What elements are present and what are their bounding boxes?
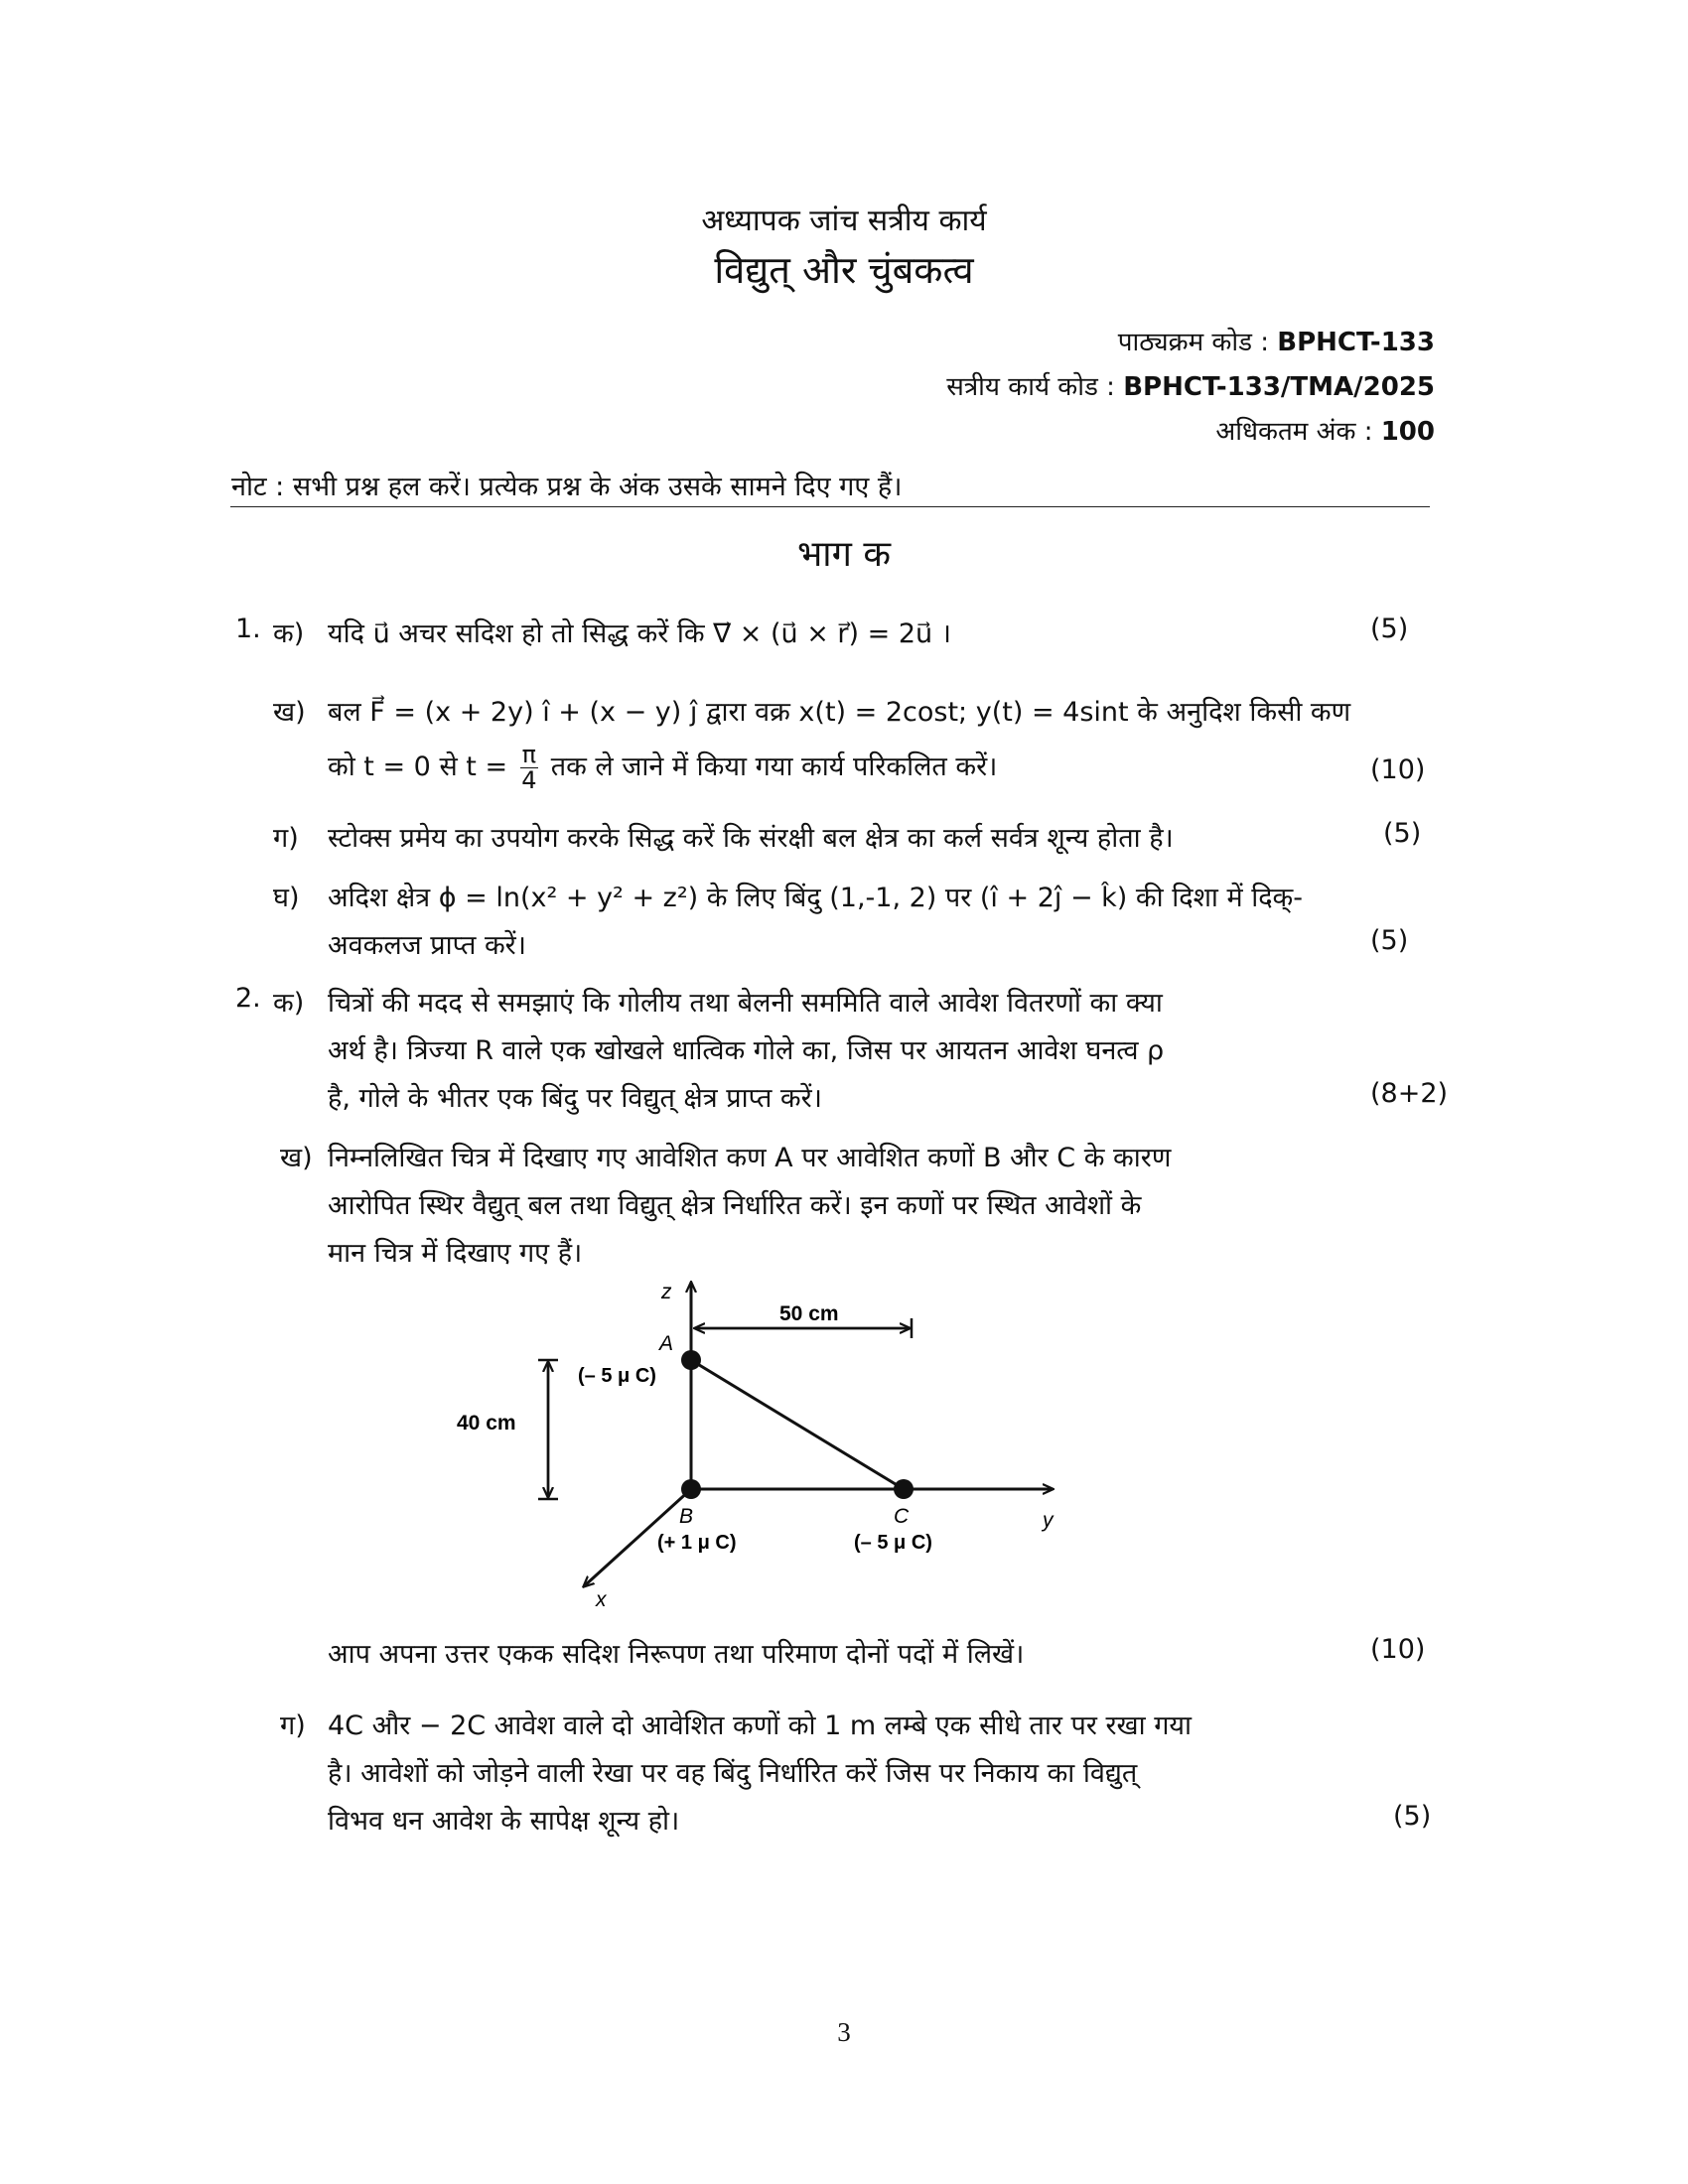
- q1b-line2-pre: को t = 0 से t =: [328, 751, 508, 783]
- q1b-line2: [328, 743, 997, 793]
- q2b-line2: आरोपित स्थिर वैद्युत् बल तथा विद्युत् क्षेत्र निर्धारित करें। इन कणों पर स्थित आवेशों के: [328, 1190, 1142, 1221]
- charge-a-dot: [681, 1350, 701, 1370]
- page-number: 3: [837, 2017, 851, 2047]
- q1d-marks: (5): [1370, 925, 1409, 956]
- q1d-line1: अदिश क्षेत्र ϕ = ln(x² + y² + z²) के लिए बिंदु (1,-1, 2) पर (î + 2ĵ − k̂) की दिशा में दिक्-: [328, 883, 1304, 913]
- q2c-line1: 4C और − 2C आवेश वाले दो आवेशित कणों को 1 m लम्बे एक सीधे तार पर रखा गया: [328, 1710, 1193, 1741]
- q1a-text: यदि u⃗ अचर सदिश हो तो सिद्ध करें कि ∇⃗ × (u⃗ × r⃗) = 2u⃗ ।: [328, 618, 951, 649]
- charge-c-label: (– 5 μ C): [854, 1532, 932, 1554]
- q1c-text: स्टोक्स प्रमेय का उपयोग करके सिद्ध करें कि संरक्षी बल क्षेत्र का कर्ल सर्वत्र शून्य होता है।: [328, 823, 1174, 854]
- q2c-marks: (5): [1393, 1801, 1432, 1832]
- course-code-value: BPHCT-133: [1277, 328, 1435, 357]
- q2-number: 2.: [235, 983, 261, 1014]
- point-c-label: C: [894, 1505, 910, 1528]
- q1b-line1: बल F⃗ = (x + 2y) î + (x − y) ĵ द्वारा वक्र x(t) = 2cost; y(t) = 4sint के अनुदिश किसी कण: [328, 697, 1351, 728]
- q1a-marks: (5): [1370, 614, 1409, 644]
- x-axis-label: x: [596, 1588, 607, 1608]
- dim-50-label: 50 cm: [779, 1302, 839, 1325]
- q1d-line2: अवकलज प्राप्त करें।: [328, 930, 526, 961]
- point-b-label: B: [679, 1505, 694, 1528]
- q2a-line2: अर्थ है। त्रिज्या R वाले एक खोखले धात्विक गोले का, जिस पर आयतन आवेश घनत्व ρ: [328, 1035, 1165, 1066]
- q2a-label: क): [273, 988, 305, 1019]
- q2b-marks: (10): [1370, 1634, 1426, 1665]
- course-code-line: [1118, 323, 1435, 358]
- q1d-label: घ): [273, 883, 300, 913]
- line-a-c: [691, 1360, 904, 1489]
- q2a-line3: है, गोले के भीतर एक बिंदु पर विद्युत् क्षेत्र प्राप्त करें।: [328, 1083, 822, 1114]
- max-marks-line: [1215, 412, 1435, 448]
- charge-c-dot: [894, 1479, 914, 1499]
- q1b-marks: (10): [1370, 754, 1426, 785]
- q1c-label: ग): [273, 823, 299, 854]
- q1a-label: क): [273, 618, 305, 649]
- y-axis-label: y: [1043, 1509, 1054, 1532]
- assignment-code-line: [946, 367, 1435, 403]
- max-marks-label: अधिकतम अंक :: [1215, 417, 1373, 447]
- q2c-line2: है। आवेशों को जोड़ने वाली रेखा पर वह बिंदु निर्धारित करें जिस पर निकाय का विद्युत्: [328, 1758, 1138, 1789]
- q1b-line2-post: तक ले जाने में किया गया कार्य परिकलित करें।: [550, 751, 998, 783]
- q2a-line1: चित्रों की मदद से समझाएं कि गोलीय तथा बेलनी सममिति वाले आवेश वितरणों का क्या: [328, 988, 1163, 1019]
- q2c-label: ग): [280, 1710, 306, 1741]
- q1c-marks: (5): [1383, 818, 1422, 849]
- course-code-label: पाठ्यक्रम कोड :: [1117, 328, 1270, 357]
- instruction-note: नोट : सभी प्रश्न हल करें। प्रत्येक प्रश्न के अंक उसके सामने दिए गए हैं।: [231, 472, 903, 502]
- charge-b-label: (+ 1 μ C): [657, 1532, 737, 1554]
- q1b-label: ख): [273, 697, 306, 728]
- point-a-label: A: [659, 1332, 674, 1355]
- charge-a-label: (– 5 μ C): [578, 1365, 656, 1387]
- max-marks-value: 100: [1380, 417, 1435, 447]
- fraction-numerator: π: [521, 741, 537, 768]
- document-title: अध्यापक जांच सत्रीय कार्य: [701, 204, 987, 238]
- q2b-line1: निम्नलिखित चित्र में दिखाए गए आवेशित कण A पर आवेशित कणों B और C के कारण: [328, 1143, 1172, 1173]
- document-subject: विद्युत् और चुंबकत्व: [714, 248, 974, 292]
- q2b-line3: मान चित्र में दिखाए गए हैं।: [328, 1238, 583, 1269]
- divider: [230, 506, 1430, 507]
- q2c-line3: विभव धन आवेश के सापेक्ष शून्य हो।: [328, 1806, 680, 1837]
- fraction-denominator: 4: [521, 766, 537, 795]
- q1b-fraction: [520, 743, 538, 793]
- charge-diagram: [437, 1271, 1092, 1608]
- q2a-marks: (8+2): [1370, 1078, 1449, 1109]
- section-title: भाग क: [797, 534, 891, 575]
- assignment-code-value: BPHCT-133/TMA/2025: [1123, 372, 1435, 402]
- q2b-after: आप अपना उत्तर एकक सदिश निरूपण तथा परिमाण दोनों पदों में लिखें।: [328, 1639, 1025, 1670]
- assignment-code-label: सत्रीय कार्य कोड :: [946, 372, 1115, 402]
- q2b-label: ख): [280, 1143, 313, 1173]
- charge-b-dot: [681, 1479, 701, 1499]
- z-axis-label: z: [661, 1281, 672, 1303]
- q1-number: 1.: [235, 614, 261, 644]
- dim-40-label: 40 cm: [457, 1412, 516, 1434]
